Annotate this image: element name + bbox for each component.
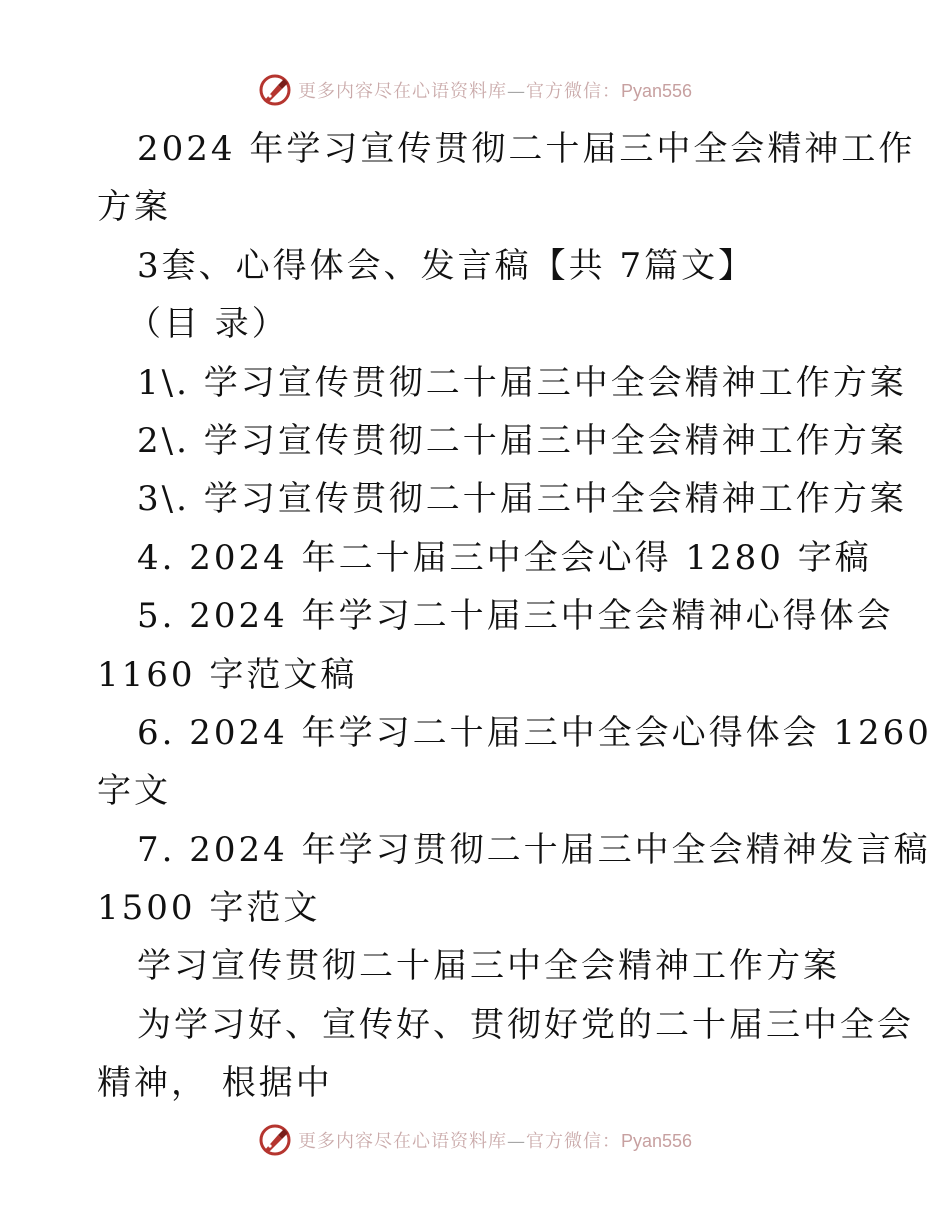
watermark-main: 更多内容尽在心语资料库 bbox=[297, 81, 507, 102]
body-paragraph-line-1: 为学习好、宣传好、贯彻好党的二十届三中全会 bbox=[137, 1004, 914, 1045]
toc-item: 5. 2024 年学习二十届三中全会精神心得体会 bbox=[137, 596, 894, 637]
watermark-wechat-id: Pyan556 bbox=[620, 1131, 693, 1151]
fountain-pen-logo-icon bbox=[258, 73, 292, 107]
section-title: 学习宣传贯彻二十届三中全会精神工作方案 bbox=[137, 946, 840, 987]
toc-item: 3\. 学习宣传贯彻二十届三中全会精神工作方案 bbox=[137, 479, 907, 520]
watermark-main: 更多内容尽在心语资料库 bbox=[297, 1131, 507, 1152]
toc-item: 7. 2024 年学习贯彻二十届三中全会精神发言稿 bbox=[137, 829, 931, 870]
toc-item: 2\. 学习宣传贯彻二十届三中全会精神工作方案 bbox=[137, 420, 907, 461]
watermark-dash: — bbox=[506, 1131, 526, 1152]
toc-item-continuation: 1160 字范文稿 bbox=[97, 654, 358, 695]
watermark-text bbox=[298, 1127, 692, 1153]
document-subtitle: 3套、心得体会、发言稿【共 7篇文】 bbox=[137, 245, 756, 286]
toc-item: 6. 2024 年学习二十届三中全会心得体会 1260 bbox=[137, 712, 932, 753]
footer-watermark bbox=[0, 1120, 950, 1160]
document-title-line-1: 2024 年学习宣传贯彻二十届三中全会精神工作 bbox=[137, 129, 916, 169]
header-watermark bbox=[0, 70, 950, 110]
toc-item: 1\. 学习宣传贯彻二十届三中全会精神工作方案 bbox=[137, 362, 907, 403]
watermark-wechat-id: Pyan556 bbox=[620, 81, 693, 101]
body-paragraph-line-2: 精神， 根据中 bbox=[97, 1063, 333, 1104]
watermark-text bbox=[298, 77, 692, 103]
watermark-official: 官方微信： bbox=[525, 81, 621, 102]
document-body bbox=[97, 120, 932, 1113]
watermark-official: 官方微信： bbox=[525, 1131, 621, 1152]
watermark-dash: — bbox=[506, 81, 526, 102]
document-title-line-2: 方案 bbox=[97, 187, 171, 228]
toc-item-continuation: 字文 bbox=[97, 771, 171, 812]
toc-item-continuation: 1500 字范文 bbox=[97, 888, 321, 929]
fountain-pen-logo-icon bbox=[258, 1123, 292, 1157]
toc-heading: （目 录） bbox=[127, 304, 289, 345]
toc-item: 4. 2024 年二十届三中全会心得 1280 字稿 bbox=[137, 537, 872, 578]
